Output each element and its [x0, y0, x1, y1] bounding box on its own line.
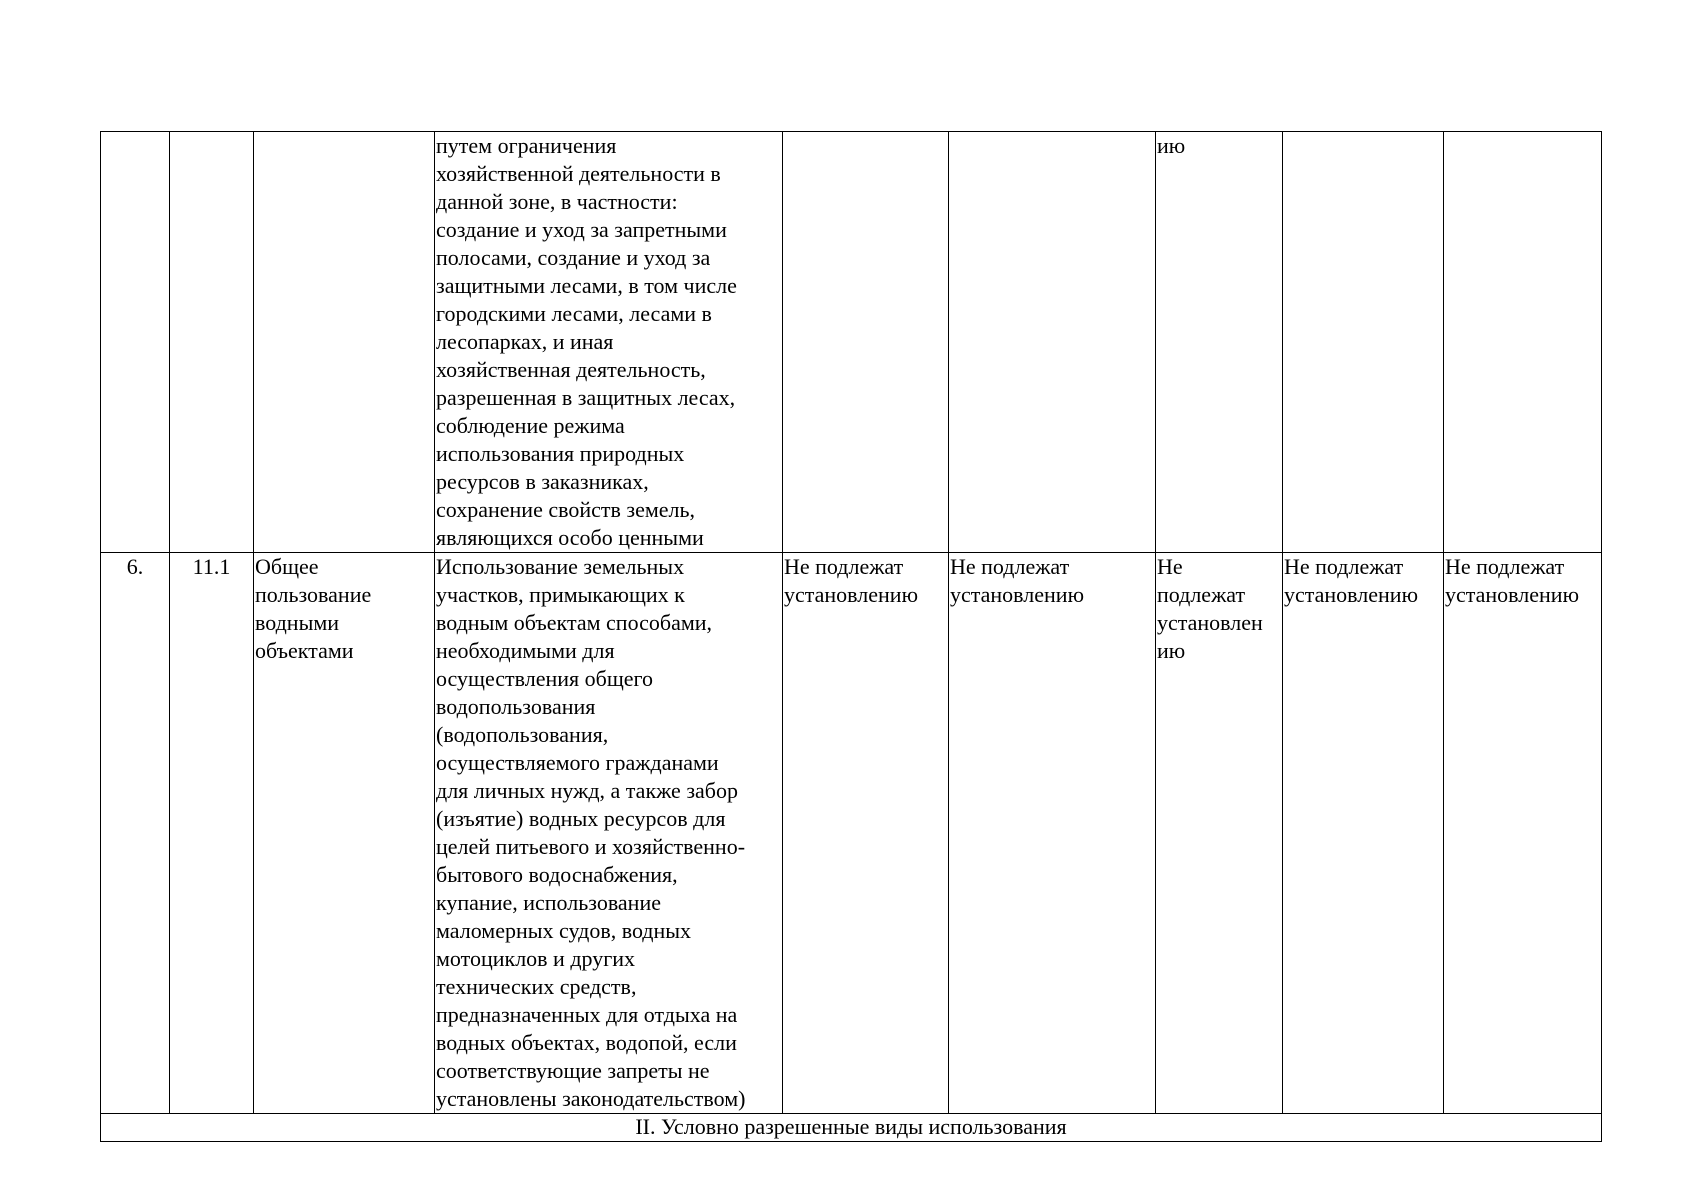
text-line: ресурсов в заказниках, — [436, 469, 649, 494]
text-line: Не подлежат — [1284, 554, 1404, 579]
text-line: участков, примыкающих к — [436, 582, 685, 607]
text-line: данной зоне, в частности: — [436, 189, 678, 214]
text-line: водопользования — [436, 694, 596, 719]
text-line: мотоциклов и других — [436, 946, 636, 971]
text-line: полосами, создание и уход за — [436, 245, 711, 270]
cell-number — [101, 132, 170, 553]
cell-column-6 — [949, 132, 1156, 553]
text-line: водным объектам способами, — [436, 610, 713, 635]
text-line: водных объектах, водопой, если — [436, 1030, 737, 1055]
cell-column-8 — [1283, 553, 1444, 1114]
text-line: путем ограничения — [436, 133, 617, 158]
cell-column-8 — [1283, 132, 1444, 553]
cell-description — [435, 553, 783, 1114]
cell-column-9 — [1444, 553, 1602, 1114]
cell-column-7 — [1156, 553, 1283, 1114]
text-line: (изъятие) водных ресурсов для — [436, 806, 726, 831]
text-line: Общее — [255, 554, 319, 579]
cell-column-5 — [783, 132, 949, 553]
text-line: создание и уход за запретными — [436, 217, 727, 242]
text-line: купание, использование — [436, 890, 661, 915]
text-line: установлению — [950, 582, 1085, 607]
text-line: соответствующие запреты не — [436, 1058, 710, 1083]
text-line: технических средств, — [436, 974, 637, 999]
text-line: хозяйственной деятельности в — [436, 161, 721, 186]
text-line: Использование земельных — [436, 554, 685, 579]
text-line: лесопарках, и иная — [436, 329, 614, 354]
text-line: разрешенная в защитных лесах, — [436, 385, 736, 410]
text-line: установлен — [1157, 610, 1263, 635]
table-row — [101, 132, 1602, 553]
cell-column-9 — [1444, 132, 1602, 553]
text-line: установлению — [1445, 582, 1580, 607]
text-line: установлению — [1284, 582, 1419, 607]
text-line: хозяйственная деятельность, — [436, 357, 706, 382]
cell-column-6 — [949, 553, 1156, 1114]
section-heading-row — [101, 1114, 1602, 1142]
cell-code — [170, 132, 254, 553]
cell-name — [254, 553, 435, 1114]
text-line: водными — [255, 610, 340, 635]
text-line: Не подлежат — [950, 554, 1070, 579]
text-line: Не — [1157, 554, 1183, 579]
text-line: ию — [1157, 133, 1186, 158]
text-line: (водопользования, — [436, 722, 609, 747]
text-line: использования природных — [436, 441, 685, 466]
text-line: Не подлежат — [1445, 554, 1565, 579]
text-line: осуществляемого гражданами — [436, 750, 719, 775]
cell-column-7 — [1156, 132, 1283, 553]
text-line: осуществления общего — [436, 666, 654, 691]
cell-number: 6. — [101, 553, 170, 1114]
text-line: подлежат — [1157, 582, 1246, 607]
text-line: Не подлежат — [784, 554, 904, 579]
text-line: установлены законодательством) — [436, 1086, 746, 1111]
text-line: целей питьевого и хозяйственно- — [436, 834, 746, 859]
cell-name — [254, 132, 435, 553]
text-line: ию — [1157, 638, 1186, 663]
text-line: являющихся особо ценными — [436, 525, 704, 550]
text-line: маломерных судов, водных — [436, 918, 692, 943]
cell-description — [435, 132, 783, 553]
text-line: объектами — [255, 638, 354, 663]
table-row — [101, 553, 1602, 1114]
text-line: установлению — [784, 582, 919, 607]
text-line: сохранение свойств земель, — [436, 497, 696, 522]
cell-column-5 — [783, 553, 949, 1114]
text-line: необходимыми для — [436, 638, 615, 663]
text-line: защитными лесами, в том числе — [436, 273, 737, 298]
section-heading: II. Условно разрешенные виды использования — [101, 1114, 1602, 1142]
text-line: для личных нужд, а также забор — [436, 778, 738, 803]
text-line: городскими лесами, лесами в — [436, 301, 712, 326]
cell-code: 11.1 — [170, 553, 254, 1114]
text-line: пользование — [255, 582, 372, 607]
permitted-use-table — [100, 131, 1602, 1142]
text-line: предназначенных для отдыха на — [436, 1002, 738, 1027]
text-line: бытового водоснабжения, — [436, 862, 678, 887]
text-line: соблюдение режима — [436, 413, 625, 438]
